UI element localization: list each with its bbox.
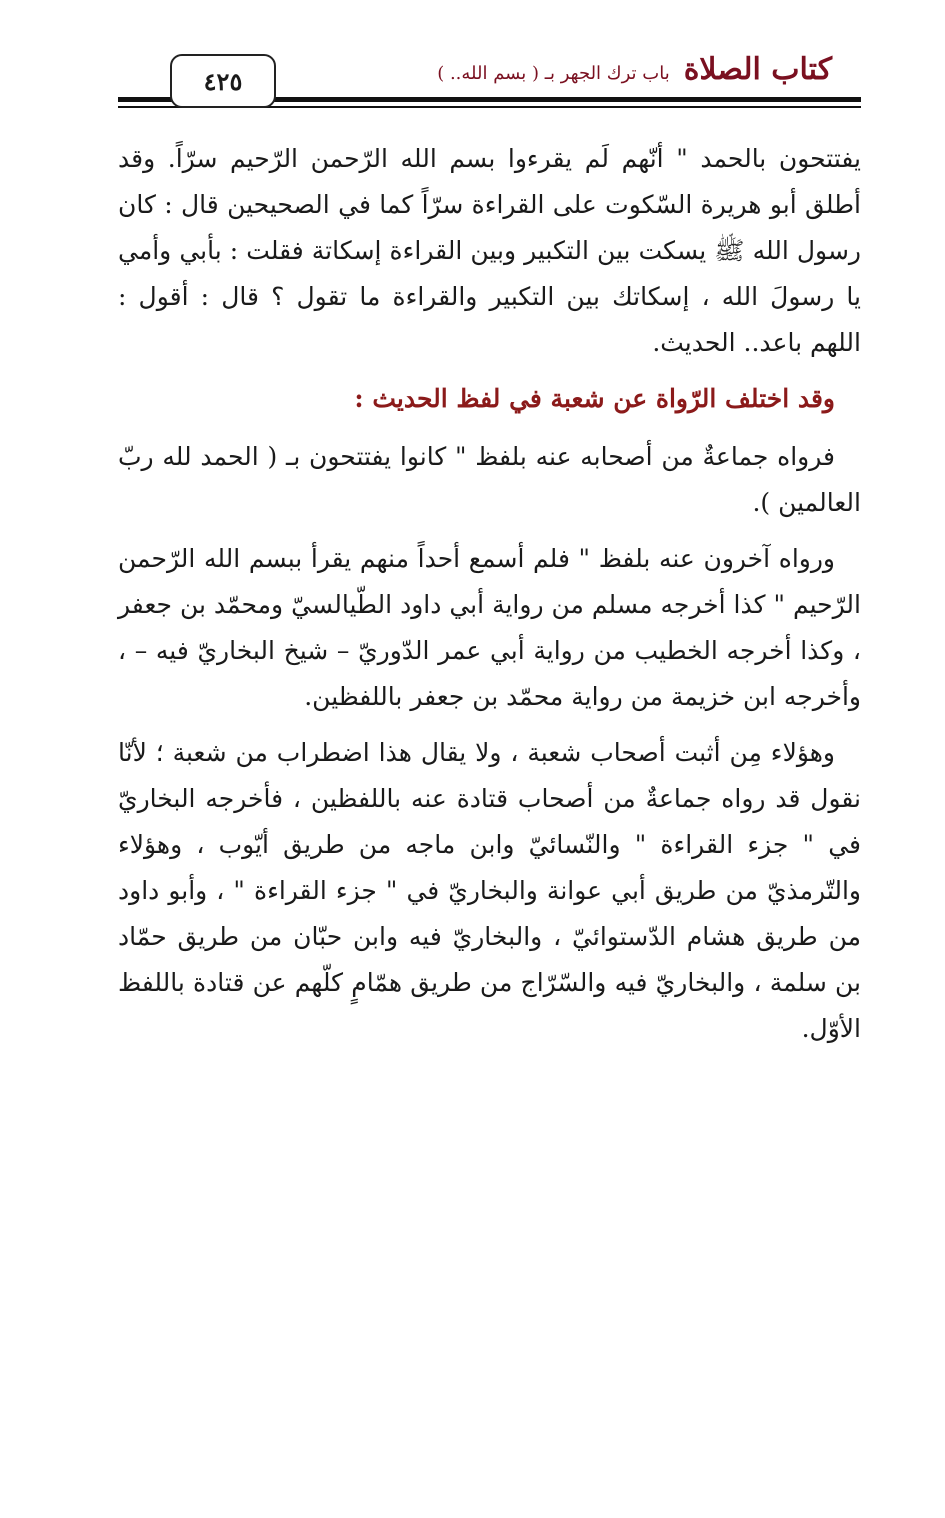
section-heading: وقد اختلف الرّواة عن شعبة في لفظ الحديث :: [354, 384, 835, 413]
paragraph-3: ورواه آخرون عنه بلفظ " فلم أسمع أحداً منهم يقرأ ببسم الله الرّحمن الرّحيم " كذا أخرجه مسلم من رواية أبي داود الطّيالسيّ ومحمّد بن جعفر ، وكذا أخرجه الخطيب من رواية أبي عمر الدّوريّ – شيخ البخاريّ فيه – ، وأخرجه ابن خزيمة من رواية محمّد بن جعفر باللفظين.: [118, 544, 861, 711]
paragraph-1: يفتتحون بالحمد " أنّهم لَم يقرءوا بسم الله الرّحمن الرّحيم سرّاً. وقد أطلق أبو هريرة السّكوت على القراءة سرّاً كما في الصحيحين قال : كان رسول الله ﷺ يسكت بين التكبير وبين القراءة إسكاتة فقلت : بأبي وأمي يا رسولَ الله ، إسكاتك بين التكبير والقراءة ما تقول ؟ قال : أقول : اللهم باعد.. الحديث.: [118, 144, 861, 357]
running-title: [437, 52, 832, 87]
page-header: [0, 0, 945, 130]
page-number: ٤٢٥: [170, 54, 276, 108]
paragraph-4: وهؤلاء مِن أثبت أصحاب شعبة ، ولا يقال هذا اضطراب من شعبة ؛ لأنّا نقول قد رواه جماعةٌ من أصحاب قتادة عنه باللفظين ، فأخرجه البخاريّ في " جزء القراءة " والنّسائيّ وابن ماجه من طريق أيّوب ، وهؤلاء والتّرمذيّ من طريق أبي عوانة والبخاريّ في " جزء القراءة " ، وأبو داود من طريق هشام الدّستوائيّ ، والبخاريّ فيه وابن حبّان من طريق حمّاد بن سلمة ، والبخاريّ فيه والسّرّاج من طريق همّامٍ كلّهم عن قتادة باللفظ الأوّل.: [118, 738, 861, 1043]
book-title: كتاب الصلاة: [683, 52, 832, 87]
paragraph-2: فرواه جماعةٌ من أصحابه عنه بلفظ " كانوا يفتتحون بـ ( الحمد لله ربّ العالمين ).: [118, 442, 861, 517]
page-body: [118, 136, 861, 1062]
chapter-title: باب ترك الجهر بـ ( بسم الله.. ): [437, 63, 670, 84]
